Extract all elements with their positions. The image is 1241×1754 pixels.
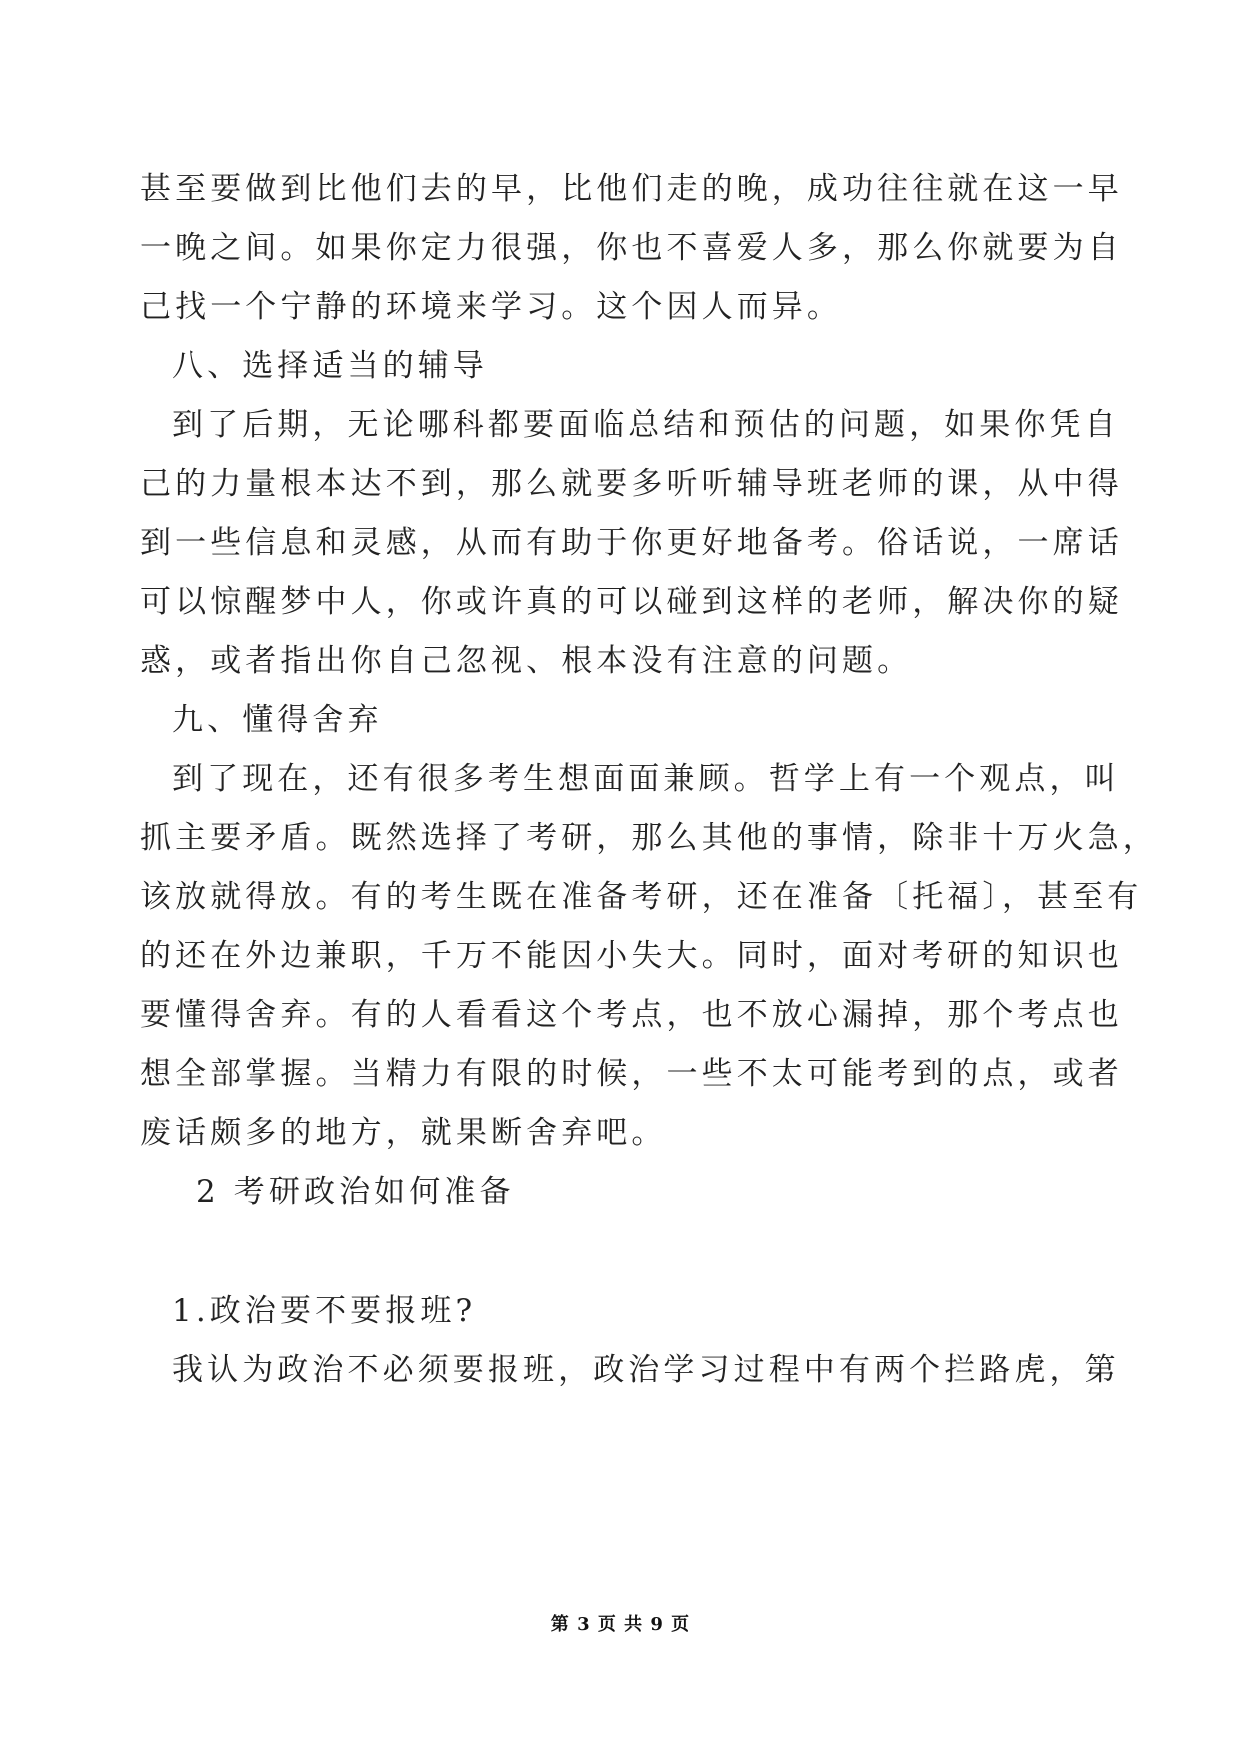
paragraph-line: 要懂得舍弃。有的人看看这个考点，也不放心漏掉，那个考点也	[140, 997, 1123, 1033]
paragraph-line: 该放就得放。有的考生既在准备考研，还在准备〔托福〕，甚至有	[140, 879, 1143, 915]
paragraph-line: 到了现在，还有很多考生想面面兼顾。哲学上有一个观点，叫	[172, 761, 1120, 797]
paragraph-line: 甚至要做到比他们去的早，比他们走的晚，成功往往就在这一早	[140, 171, 1123, 207]
paragraph-line: 一晚之间。如果你定力很强，你也不喜爱人多，那么你就要为自	[140, 230, 1123, 266]
section-heading-9: 九、懂得舍弃	[172, 702, 383, 738]
paragraph-line: 惑，或者指出你自己忽视、根本没有注意的问题。	[140, 643, 913, 679]
paragraph-line: 想全部掌握。当精力有限的时候，一些不太可能考到的点，或者	[140, 1056, 1123, 1092]
paragraph-line: 己找一个宁静的环境来学习。这个因人而异。	[140, 289, 842, 325]
page-number-footer: 第 3 页 共 9 页	[550, 1614, 691, 1635]
paragraph-line: 抓主要矛盾。既然选择了考研，那么其他的事情，除非十万火急，	[140, 820, 1158, 856]
section-heading-8: 八、选择适当的辅导	[172, 348, 488, 384]
chapter-heading: 2 考研政治如何准备	[196, 1174, 515, 1210]
paragraph-line: 我认为政治不必须要报班，政治学习过程中有两个拦路虎，第	[172, 1352, 1120, 1388]
paragraph-line: 可以惊醒梦中人，你或许真的可以碰到这样的老师，解决你的疑	[140, 584, 1123, 620]
paragraph-line: 的还在外边兼职，千万不能因小失大。同时，面对考研的知识也	[140, 938, 1123, 974]
paragraph-line: 到一些信息和灵感，从而有助于你更好地备考。俗话说，一席话	[140, 525, 1123, 561]
paragraph-line: 废话颇多的地方，就果断舍弃吧。	[140, 1115, 667, 1151]
paragraph-line: 己的力量根本达不到，那么就要多听听辅导班老师的课，从中得	[140, 466, 1123, 502]
paragraph-line: 到了后期，无论哪科都要面临总结和预估的问题，如果你凭自	[172, 407, 1120, 443]
question-heading: 1.政治要不要报班?	[172, 1293, 477, 1329]
